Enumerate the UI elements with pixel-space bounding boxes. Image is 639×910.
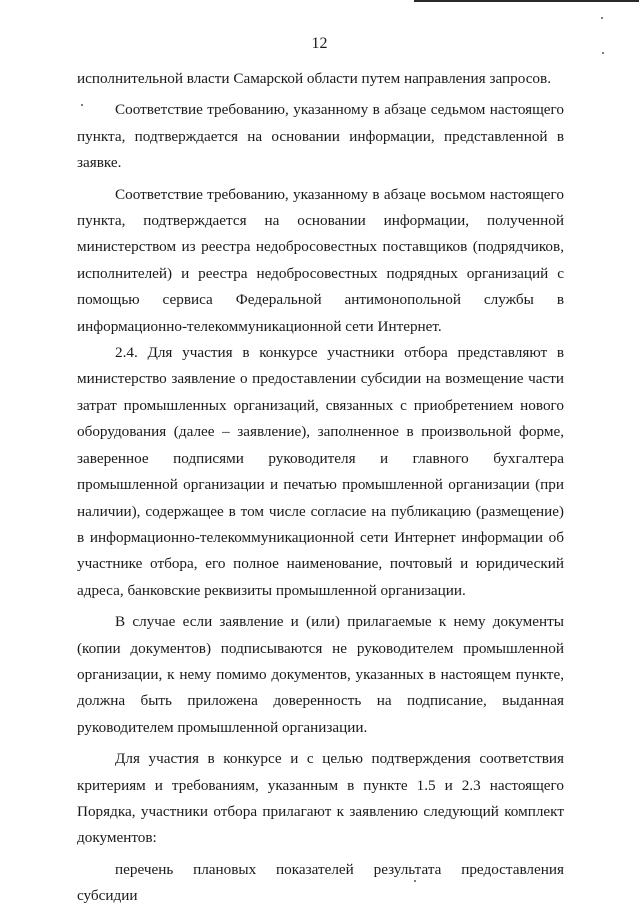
page-number: 12 <box>311 35 328 52</box>
body-text <box>77 66 564 910</box>
paragraph-indicator-list: перечень плановых показателей результата предоставления субсидии <box>77 860 564 905</box>
scan-speck <box>601 17 603 19</box>
paragraph-requirement-seventh: Соответствие требованию, указанному в абзаце седьмом настоящего пункта, подтверждается на основании информации, представленной в заявке. <box>77 101 564 172</box>
paragraph-2-4: 2.4. Для участия в конкурсе участники отбора представляют в министерство заявление о предоставлении субсидии на возмещение части затрат промышленных организаций, связанных с приобретением нового оборудования (далее – заявление), заполненное в произвольной форме, заверенное подписями руководителя и главного бухгалтера промышленной организации и печатью промышленной организации (при наличии), содержащее в том числе согласие на публикацию (размещение) в информационно-телекоммуникационной сети Интернет информации об участнике отбора, его полное наименование, почтовый и юридический адреса, банковские реквизиты промышленной организации. <box>77 344 564 599</box>
paragraph-power-of-attorney: В случае если заявление и (или) прилагаемые к нему документы (копии документов) подписываются не руководителем промышленной организации, к нему помимо документов, указанных в настоящем пункте, должна быть приложена доверенность на подписание, выданная руководителем промышленной организации. <box>77 613 564 736</box>
paragraph-document-set: Для участия в конкурсе и с целью подтверждения соответствия критериям и требованиям, указанным в пункте 1.5 и 2.3 настоящего Порядка, участники отбора прилагают к заявлению следующий комплект документов: <box>77 750 564 847</box>
paragraph-requirement-eighth: Соответствие требованию, указанному в абзаце восьмом настоящего пункта, подтверждается на основании информации, полученной министерством из реестра недобросовестных поставщиков (подрядчиков, исполнителей) и реестра недобросовестных подрядных организаций с помощью сервиса Федеральной антимонопольной службы в информационно-телекоммуникационной сети Интернет. <box>77 185 564 335</box>
top-edge-rule <box>414 0 639 2</box>
paragraph-continuation: исполнительной власти Самарской области путем направления запросов. <box>77 70 551 87</box>
